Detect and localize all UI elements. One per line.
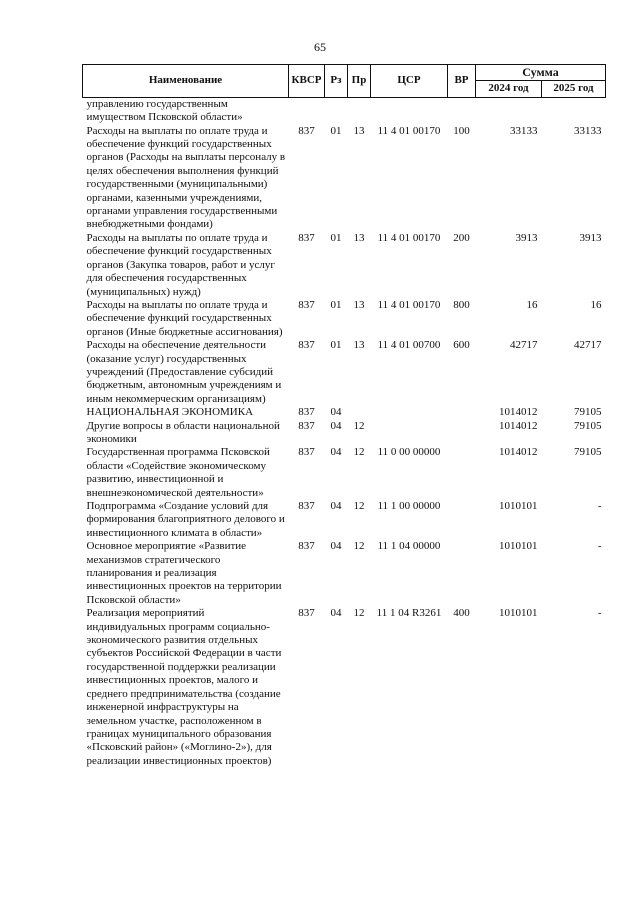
row-amount-2025 [542,97,606,124]
table-row [83,446,606,500]
header-rz: Рз [325,65,348,98]
row-vr: 200 [453,231,470,244]
header-year-2024: 2024 год [476,81,542,97]
row-kvsr: 837 [298,406,315,419]
row-rz: 01 [330,231,342,244]
row-amount-2025: 42717 [574,339,602,352]
row-rz: 04 [330,540,342,553]
table-header [83,65,606,98]
row-pr: 12 [353,419,365,432]
row-rz: 04 [330,406,342,419]
row-vr [448,406,476,419]
row-vr: 400 [453,607,470,620]
row-csr: 11 4 01 00170 [377,298,441,311]
row-kvsr: 837 [298,339,315,352]
row-name: НАЦИОНАЛЬНАЯ ЭКОНОМИКА [86,406,254,419]
table-body [83,97,606,768]
row-amount-2025: 79105 [574,406,602,419]
row-kvsr: 837 [298,298,315,311]
row-csr: 11 1 00 00000 [377,500,441,512]
row-name: Другие вопросы в области национальной экономики [86,419,280,445]
row-vr: 100 [453,124,470,137]
row-csr [371,420,448,447]
row-amount-2024: 1010101 [499,540,538,553]
row-kvsr: 837 [298,540,315,553]
row-pr: 12 [353,607,365,620]
row-pr [348,97,371,124]
row-amount-2025: - [597,500,602,512]
row-rz: 04 [330,446,342,459]
row-vr: 800 [453,298,470,311]
row-vr [448,446,476,500]
row-amount-2024: 33133 [510,124,538,137]
row-name: Расходы на обеспечение деятельности (оказание услуг) государственных учреждений (Предоставление субсидий бюджетным, автономным учреждениям и иным некоммерческим организациям) [86,339,282,405]
row-kvsr: 837 [298,231,315,244]
header-kvsr: КВСР [289,65,325,98]
table-row [83,232,606,299]
header-pr: Пр [348,65,371,98]
row-amount-2025: 79105 [574,419,602,432]
row-csr: 11 1 04 00000 [377,540,441,553]
row-name: Расходы на выплаты по оплате труда и обеспечение функций государственных органов (Расходы на выплаты персоналу в целях обеспечения выполнения функций государственными (муниципальными) органами, казенными учреждениями, органами управления государственными внебюджетными фондами) [86,124,286,231]
row-csr: 11 4 01 00700 [377,339,441,352]
row-amount-2024: 1010101 [499,500,538,512]
row-amount-2025: 3913 [579,231,602,244]
header-name: Наименование [83,65,289,98]
row-csr: 11 0 00 00000 [377,446,441,459]
row-pr [348,406,371,419]
row-name: Основное мероприятие «Развитие механизмов стратегического планирования и реализация инвестиционных проектов на территории Псковской области» [86,540,282,606]
row-amount-2024: 42717 [510,339,538,352]
row-name: управлению государственным имуществом Псковской области» [86,97,243,124]
row-amount-2025: 79105 [574,446,602,459]
row-csr [371,97,448,124]
row-amount-2025: 16 [590,298,602,311]
row-csr: 11 4 01 00170 [377,124,441,137]
table-row [83,607,606,768]
row-vr [448,420,476,447]
header-csr: ЦСР [371,65,448,98]
row-rz [325,97,348,124]
row-kvsr: 837 [298,500,315,512]
row-csr [371,406,448,419]
table-row [83,299,606,339]
row-kvsr: 837 [298,607,315,620]
header-vr: ВР [448,65,476,98]
row-kvsr [289,97,325,124]
row-vr [448,500,476,540]
row-rz: 04 [330,419,342,432]
budget-table [82,64,606,768]
row-amount-2025: - [597,540,602,553]
row-rz: 01 [330,298,342,311]
row-pr: 12 [353,500,365,512]
header-year-2025: 2025 год [542,81,606,97]
table-row [83,97,606,124]
row-name: Подпрограмма «Создание условий для формирования благоприятного делового и инвестиционного климата в области» [86,500,285,539]
row-kvsr: 837 [298,124,315,137]
row-csr: 11 4 01 00170 [377,231,441,244]
row-kvsr: 837 [298,446,315,459]
row-pr: 13 [353,339,365,352]
table-row [83,500,606,540]
row-name: Реализация мероприятий индивидуальных программ социально-экономического развития отдельных субъектов Российской Федерации в части государственной поддержки реализации инвестиционных проектов, малого и среднего предпринимательства (создание инженерной инфраструктуры на земельном участке, расположенном в границах муниципального образования «Псковский район» («Моглино-2»), для реализации инвестиционных проектов) [86,607,282,767]
table-row [83,125,606,232]
row-csr: 11 1 04 R3261 [376,607,442,620]
row-pr: 13 [353,298,365,311]
row-rz: 01 [330,339,342,352]
table-row [83,420,606,447]
row-amount-2024: 16 [526,298,538,311]
row-rz: 04 [330,607,342,620]
table-row [83,339,606,406]
row-amount-2024 [476,97,542,124]
page-number: 65 [314,40,326,54]
row-vr: 600 [453,339,470,352]
row-pr: 13 [353,231,365,244]
row-pr: 13 [353,124,365,137]
row-name: Расходы на выплаты по оплате труда и обеспечение функций государственных органов (Иные бюджетные ассигнования) [86,298,283,338]
row-vr [448,540,476,607]
row-amount-2024: 1014012 [499,419,538,432]
row-rz: 01 [330,124,342,137]
row-kvsr: 837 [298,419,315,432]
row-vr [448,97,476,124]
row-pr: 12 [353,446,365,459]
row-amount-2024: 3913 [515,231,538,244]
table-row [83,540,606,607]
row-amount-2025: - [597,607,602,620]
row-name: Расходы на выплаты по оплате труда и обеспечение функций государственных органов (Закупка товаров, работ и услуг для обеспечения государственных (муниципальных) нужд) [86,231,275,298]
row-amount-2024: 1014012 [499,406,538,419]
row-amount-2025: 33133 [574,124,602,137]
row-amount-2024: 1010101 [499,607,538,620]
row-rz: 04 [330,500,342,512]
row-pr: 12 [353,540,365,553]
table-row [83,406,606,419]
row-amount-2024: 1014012 [499,446,538,459]
header-sum: Сумма [476,65,606,81]
row-name: Государственная программа Псковской области «Содействие экономическому развитию, инвестиционной и внешнеэкономической деятельности» [86,446,270,499]
